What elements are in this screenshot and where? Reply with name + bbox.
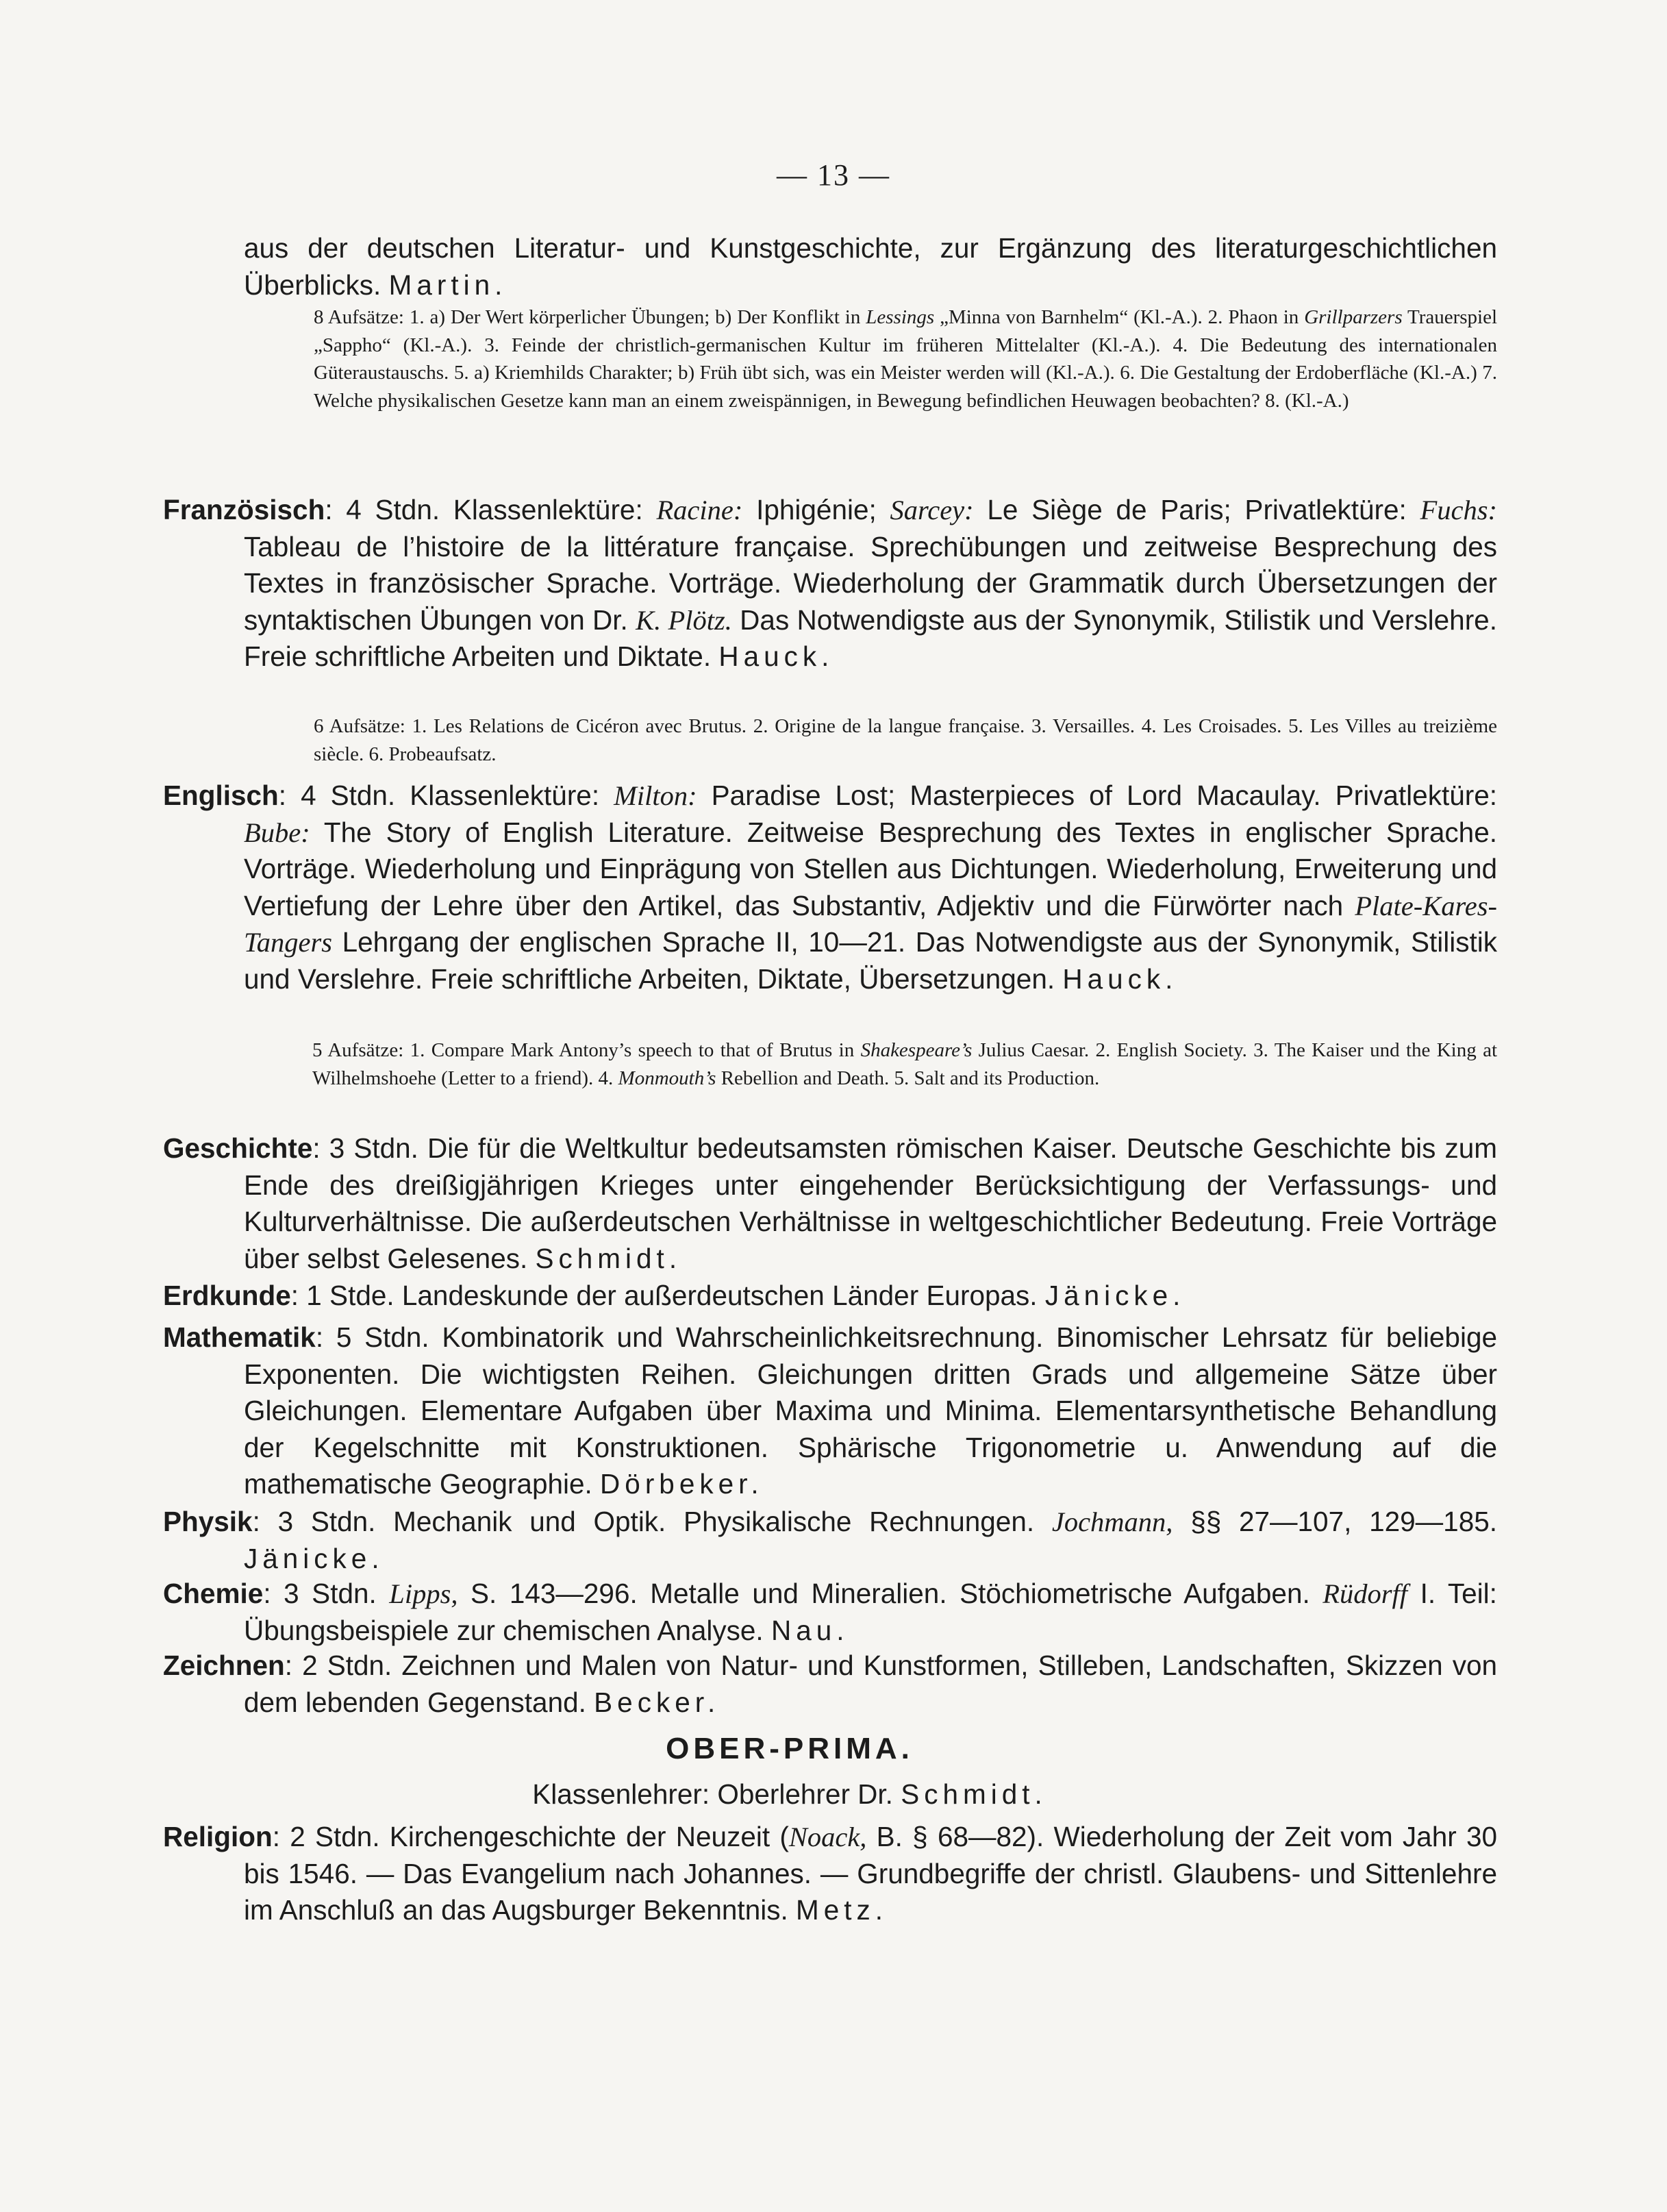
essay-text: 1. a) Der Wert körperlicher Übungen; b) Der Konflikt in <box>409 306 861 328</box>
subject-text: B. § 68—82). Wiederholung der Zeit vom Jahr 30 bis 1546. — Das Evangelium nach Johannes. — Grundbegriffe der christl. Glaubens- und Sittenlehre im Anschluß an das Augsburger Bekenntnis. <box>244 1821 1498 1926</box>
subject-title: Physik <box>163 1506 253 1537</box>
author-name: Noack, <box>788 1822 867 1852</box>
subject-text: : 3 Stdn. <box>263 1578 377 1609</box>
subject-title: Chemie <box>163 1578 264 1609</box>
section-heading: OBER-PRIMA. <box>666 1732 914 1765</box>
teacher-name: Hauck. <box>1062 962 1178 995</box>
essays-lead: 8 Aufsätze: <box>314 306 404 328</box>
essay-text: Trauerspiel „Sappho“ (Kl.-A.). 3. Feinde der christlich-germanischen Kultur im früheren Mittelalter (Kl.-A.). 4. Die Bedeutung des internationalen Güteraustauschs. 5. a) Kriemhilds Charakter; b) Früh übt sich, was ein Meister werden will (Kl.-A.). 6. Die Gestaltung der Erdoberfläche (Kl.-A.) 7. Welche physikalischen Gesetze kann man an einem zweispännigen, in Bewegung befindlichen Heuwagen beobachten? 8. (Kl.-A.) <box>314 306 1498 412</box>
intro-paragraph <box>163 230 1497 303</box>
essay-text: „Minna von Barnhelm“ (Kl.-A.). 2. Phaon in <box>940 306 1299 328</box>
teacher-name: Dörbeker. <box>600 1468 764 1500</box>
subject-chemie <box>163 1576 1497 1649</box>
subject-text: Iphigénie; <box>756 494 877 525</box>
subject-title: Mathematik <box>163 1321 316 1353</box>
teacher-name: Schmidt. <box>535 1242 682 1274</box>
subject-text: I. Teil: Übungsbeispiele zur chemischen Analyse. <box>244 1578 1497 1646</box>
author-name: Jochmann, <box>1051 1506 1173 1537</box>
subject-title: Erdkunde <box>163 1280 291 1311</box>
author-name: Shakespeare’s <box>860 1039 973 1061</box>
teacher-name: Jänicke. <box>1044 1280 1186 1311</box>
author-name: Plate-Kares-Tangers <box>244 890 1497 958</box>
essay-text: Julius Caesar. 2. English Society. 3. The Kaiser und the King at Wilhelmshoehe (Letter to a friend). 4. <box>312 1039 1497 1089</box>
subject-englisch <box>163 778 1497 997</box>
subject-franzoesisch <box>163 492 1497 675</box>
essays-french <box>163 712 1497 768</box>
author-name: Milton: <box>614 780 697 811</box>
subject-physik <box>163 1504 1497 1577</box>
author-name: Rüdorff <box>1323 1578 1408 1609</box>
author-name: Lipps, <box>389 1578 458 1609</box>
author-name: Racine: <box>656 495 743 525</box>
essays-lead: 5 Aufsätze: <box>312 1039 404 1061</box>
author-name: Monmouth’s <box>618 1067 716 1089</box>
subject-title: Französisch <box>163 494 325 525</box>
subject-erdkunde <box>163 1278 1497 1315</box>
author-name: Bube: <box>244 817 310 848</box>
author-name: Grillparzers <box>1304 306 1403 328</box>
author-name: Sarcey: <box>890 495 974 525</box>
teacher-name: Jänicke. <box>244 1542 384 1574</box>
subject-title: Religion <box>163 1821 273 1852</box>
teacher-name: Becker. <box>594 1686 720 1718</box>
teacher-name: Metz. <box>795 1894 888 1926</box>
essay-text: 1. Les Relations de Cicéron avec Brutus. 2. Origine de la langue française. 3. Versailles. 4. Les Croisades. 5. Les Villes au treizième siècle. 6. Probeaufsatz. <box>314 715 1498 765</box>
klassenlehrer-label: Klassenlehrer: Oberlehrer Dr. <box>532 1778 893 1810</box>
subject-text: Das Notwendigste aus der Synonymik, Stilistik und Verslehre. Freie schriftliche Arbeiten und Diktate. <box>244 604 1497 672</box>
subject-geschichte <box>163 1130 1497 1277</box>
essay-text: Rebellion and Death. 5. Salt and its Production. <box>720 1067 1100 1089</box>
subject-text: Lehrgang der englischen Sprache II, 10—21. Das Notwendigste aus der Synonymik, Stilistik und Verslehre. Freie schriftliche Arbeiten, Diktate, Übersetzungen. <box>244 926 1497 995</box>
subject-text: Paradise Lost; Masterpieces of Lord Macaulay. Privatlektüre: <box>711 780 1497 811</box>
subject-title: Geschichte <box>163 1132 313 1164</box>
subject-text: : 3 Stdn. Mechanik und Optik. Physikalische Rechnungen. <box>252 1506 1035 1537</box>
subject-text: Tableau de l’histoire de la littérature française. Sprechübungen und zeitweise Besprechung des Textes in französischer Sprache. Vorträge. Wiederholung der Grammatik durch Übersetzungen der syntaktischen Übungen von Dr. <box>244 530 1497 636</box>
subject-text: : 3 Stdn. Die für die Weltkultur bedeutsamsten römischen Kaiser. Deutsche Geschichte bis zum Ende des dreißigjährigen Krieges unter eingehender Berücksichtigung der Verfassungs- und Kulturverhältnisse. Die außerdeutschen Verhältnisse in weltgeschichtlicher Bedeutung. Freie Vorträge über selbst Gelesenes. <box>244 1132 1497 1274</box>
subject-text: : 2 Stdn. Zeichnen und Malen von Natur- und Kunstformen, Stilleben, Landschaften, Skizzen von dem lebenden Gegenstand. <box>244 1650 1497 1718</box>
subject-title: Zeichnen <box>163 1650 285 1681</box>
subject-text: : 4 Stdn. Klassenlektüre: <box>325 494 643 525</box>
subject-religion <box>163 1819 1497 1929</box>
essays-english <box>163 1036 1497 1092</box>
teacher-name: Martin. <box>388 269 507 301</box>
teacher-name: Schmidt. <box>901 1778 1047 1810</box>
subject-text: : 2 Stdn. Kirchengeschichte der Neuzeit ( <box>272 1821 789 1852</box>
subject-text: : 1 Stde. Landeskunde der außerdeutschen Länder Europas. <box>290 1280 1038 1311</box>
teacher-name: Nau. <box>770 1614 849 1646</box>
subject-text: S. 143—296. Metalle und Mineralien. Stöchiometrische Aufgaben. <box>471 1578 1310 1609</box>
author-name: Lessings <box>866 306 935 328</box>
subject-text: The Story of English Literature. Zeitweise Besprechung des Textes in englischer Sprache. Vorträge. Wiederholung und Einprägung von Stellen aus Dichtungen. Wiederholung, Erweiterung und Vertiefung der Lehre über den Artikel, das Substantiv, Adjektiv und die Fürwörter nach <box>244 816 1497 921</box>
essays-lead: 6 Aufsätze: <box>314 715 405 737</box>
subject-title: Englisch <box>163 780 279 811</box>
teacher-name: Hauck. <box>718 641 834 672</box>
essays-german <box>163 303 1497 414</box>
author-name: K. Plötz. <box>636 604 732 636</box>
klassenlehrer-line <box>163 1776 1416 1813</box>
intro-text: aus der deutschen Literatur- und Kunstgeschichte, zur Ergänzung des literaturgeschichtlichen Überblicks. <box>244 232 1497 301</box>
subject-text: : 5 Stdn. Kombinatorik und Wahrscheinlichkeitsrechnung. Binomischer Lehrsatz für beliebige Exponenten. Die wichtigsten Reihen. Gleichungen dritten Grads und allgemeine Sätze über Gleichungen. Elementare Aufgaben über Maxima und Minima. Elementarsynthetische Behandlung der Kegelschnitte mit Konstruktionen. Sphärische Trigonometrie u. Anwendung auf die mathematische Geographie. <box>244 1321 1497 1500</box>
essay-text: 1. Compare Mark Antony’s speech to that of Brutus in <box>410 1039 855 1061</box>
subject-text: Le Siège de Paris; Privatlektüre: <box>987 494 1407 525</box>
subject-zeichnen <box>163 1648 1497 1721</box>
subject-text: : 4 Stdn. Klassenlektüre: <box>278 780 600 811</box>
author-name: Fuchs: <box>1420 495 1497 525</box>
subject-text: §§ 27—107, 129—185. <box>1190 1506 1497 1537</box>
page-number: — 13 — <box>777 158 890 192</box>
subject-mathematik <box>163 1319 1497 1503</box>
